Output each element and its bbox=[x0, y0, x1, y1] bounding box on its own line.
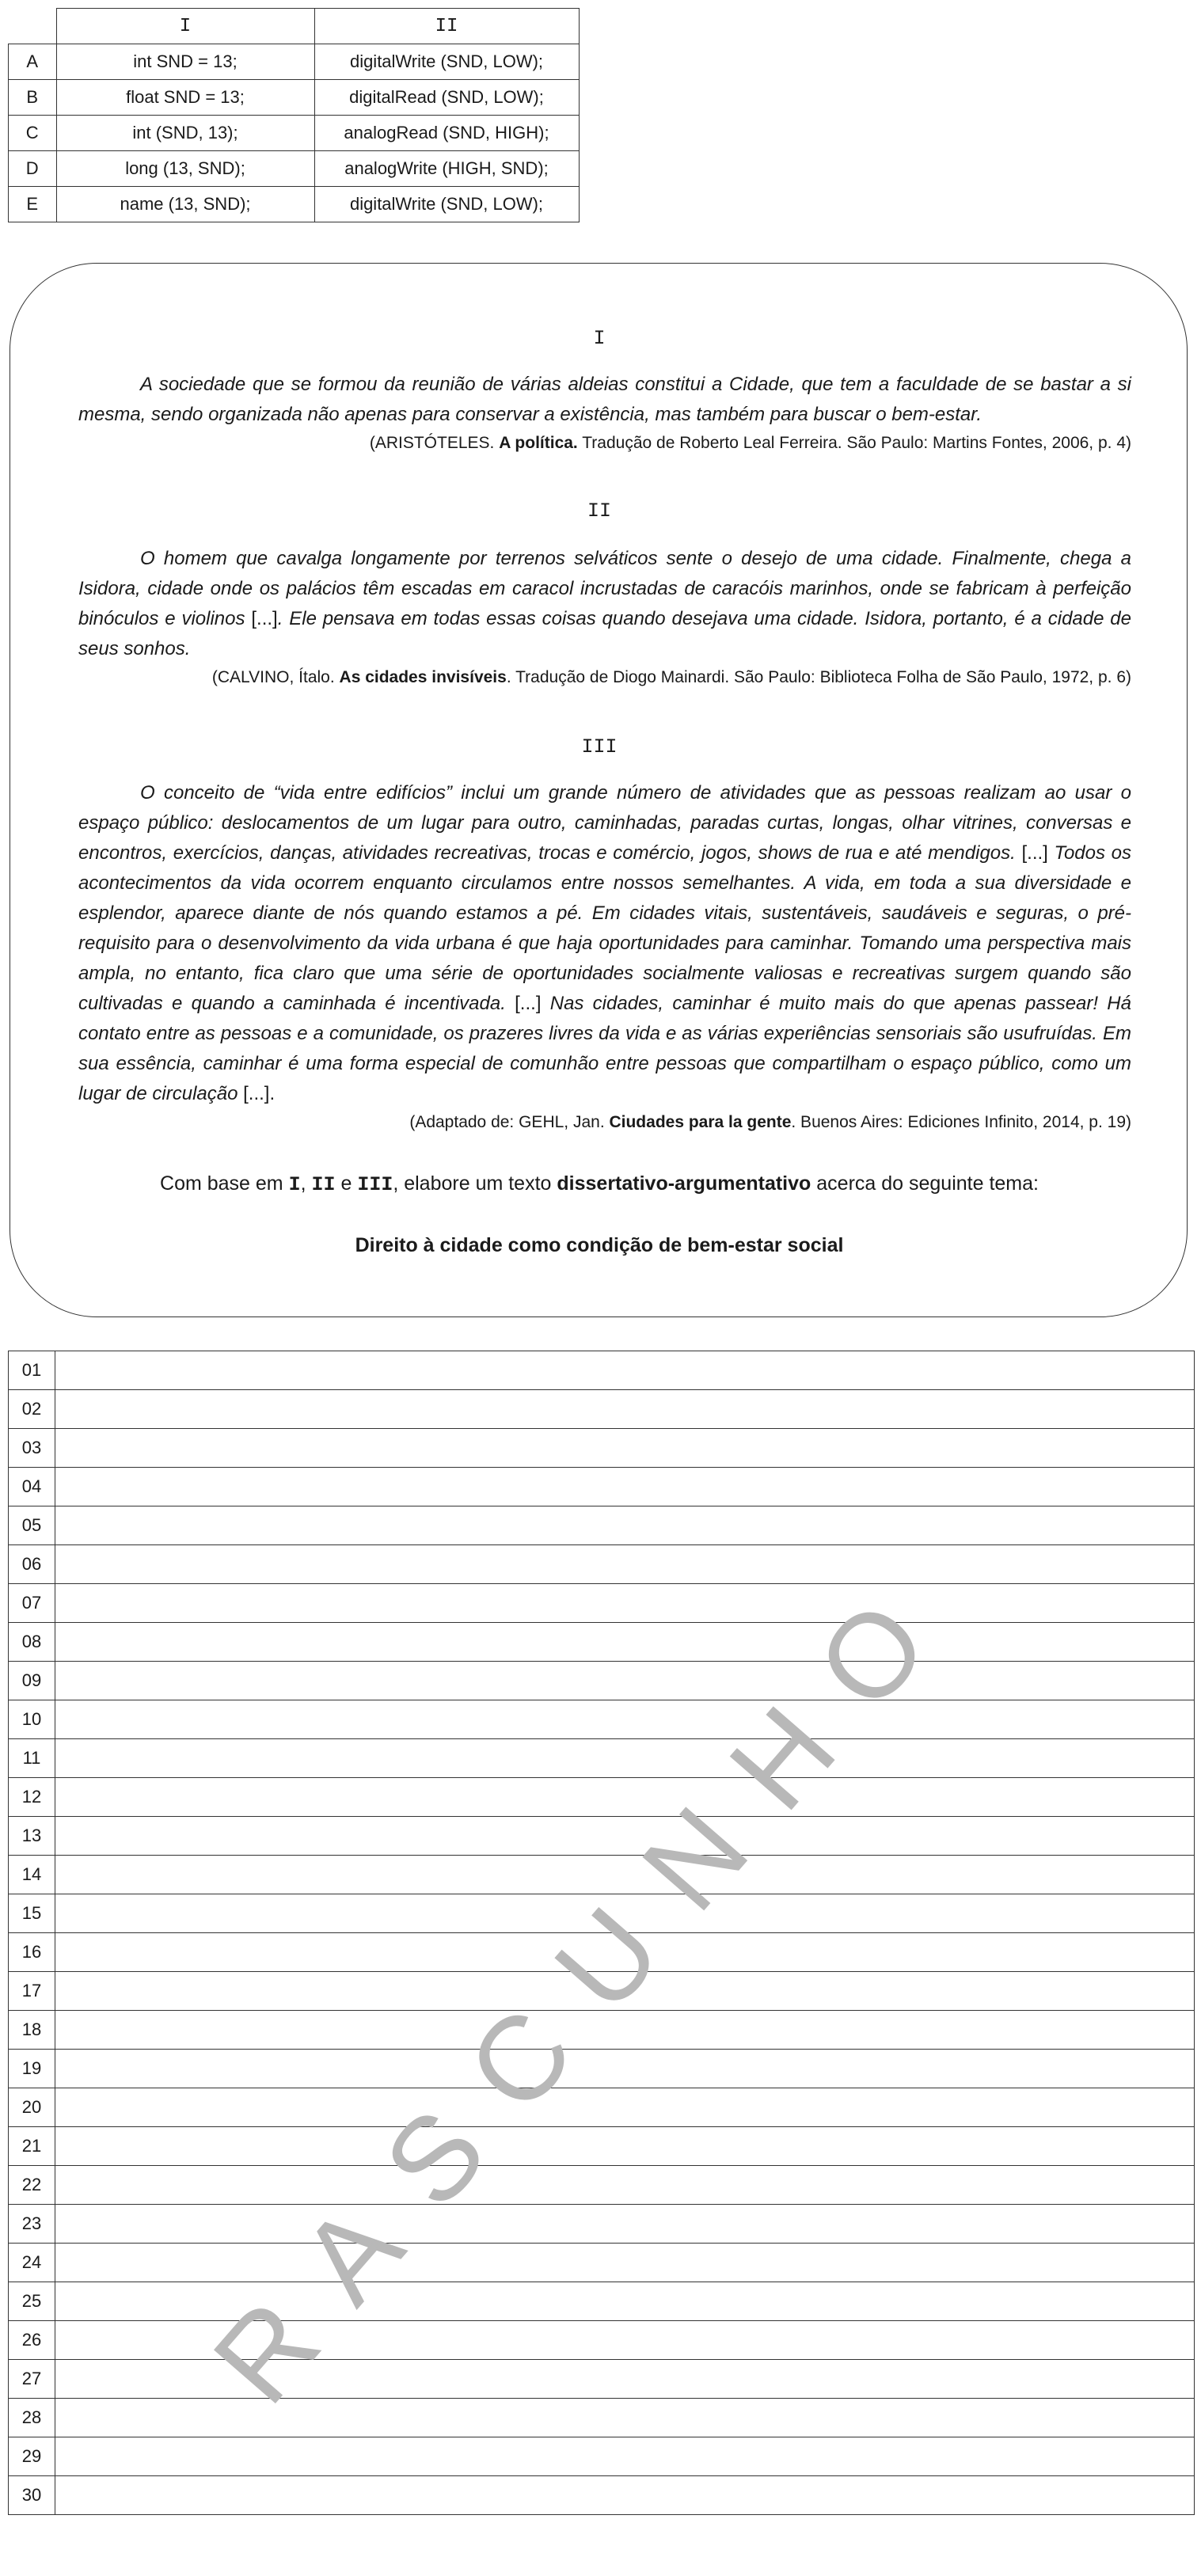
line-number: 06 bbox=[9, 1545, 55, 1584]
line-number: 16 bbox=[9, 1933, 55, 1972]
line-writing-area[interactable] bbox=[55, 2205, 1195, 2244]
line-writing-area[interactable] bbox=[55, 1545, 1195, 1584]
line-writing-area[interactable] bbox=[55, 2088, 1195, 2127]
line-number: 24 bbox=[9, 2244, 55, 2282]
line-number: 01 bbox=[9, 1351, 55, 1390]
draft-line bbox=[9, 1817, 1195, 1856]
draft-line bbox=[9, 1429, 1195, 1468]
line-number: 30 bbox=[9, 2476, 55, 2515]
line-writing-area[interactable] bbox=[55, 2321, 1195, 2360]
draft-line bbox=[9, 1700, 1195, 1739]
line-writing-area[interactable] bbox=[55, 1856, 1195, 1894]
header-blank bbox=[9, 9, 57, 44]
line-number: 18 bbox=[9, 2011, 55, 2050]
line-number: 27 bbox=[9, 2360, 55, 2399]
draft-line bbox=[9, 2282, 1195, 2321]
line-number: 07 bbox=[9, 1584, 55, 1623]
row-col-2: digitalRead (SND, LOW); bbox=[314, 80, 579, 116]
draft-line bbox=[9, 1662, 1195, 1700]
text-1-source: (ARISTÓTELES. A política. Tradução de Roberto Leal Ferreira. São Paulo: Martins Fontes, 2006, p. 4) bbox=[369, 434, 1131, 452]
row-col-1: int SND = 13; bbox=[56, 44, 314, 80]
row-letter: B bbox=[9, 80, 57, 116]
line-writing-area[interactable] bbox=[55, 1778, 1195, 1817]
draft-line bbox=[9, 2437, 1195, 2476]
row-col-1: int (SND, 13); bbox=[56, 116, 314, 151]
row-col-2: digitalWrite (SND, LOW); bbox=[314, 187, 579, 222]
options-table bbox=[8, 8, 580, 222]
draft-lines bbox=[8, 1351, 1195, 2515]
text-3-title: III bbox=[581, 735, 618, 758]
line-writing-area[interactable] bbox=[55, 2476, 1195, 2515]
options-table-header bbox=[9, 9, 580, 44]
draft-line bbox=[9, 1933, 1195, 1972]
line-number: 12 bbox=[9, 1778, 55, 1817]
line-number: 11 bbox=[9, 1739, 55, 1778]
header-col-2: II bbox=[314, 9, 579, 44]
draft-line bbox=[9, 1856, 1195, 1894]
line-writing-area[interactable] bbox=[55, 1700, 1195, 1739]
line-writing-area[interactable] bbox=[55, 1662, 1195, 1700]
draft-line bbox=[9, 2011, 1195, 2050]
text-3-quote: O conceito de “vida entre edifícios” inclui um grande número de atividades que as pessoas realizam ao usar o espaço público: deslocamentos de um lugar para outro, caminhadas, paradas curtas, longas, olhar vitrines, conversas e encontros, exercícios, danças, atividades recreativas, trocas e comércio, jogos, shows de rua e até mendigos. [...] Todos os acontecimentos da vida ocorrem enquanto circulamos entre nossos semelhantes. A vida, em toda a sua diversidade e esplendor, aparece diante de nós quando estamos a pé. Em cidades vitais, sustentáveis, saudáveis e seguras, o pré-requisito para o desenvolvimento da vida urbana é que haja oportunidades para caminhar. Tomando uma perspectiva mais ampla, no entanto, fica claro que uma série de oportunidades socialmente valiosas e recreativas surgem quando são cultivadas e quando a caminhada é incentivada. [...] Nas cidades, caminhar é muito mais do que apenas passear! Há contato entre as pessoas e a comunidade, os prazeres livres da vida e as várias experiências sensoriais são usufruídas. Em sua essência, caminhar é uma forma especial de comunhão entre pessoas que compartilham o espaço público, como um lugar de circulação [...]. bbox=[78, 782, 1131, 1104]
line-writing-area[interactable] bbox=[55, 1739, 1195, 1778]
row-col-1: float SND = 13; bbox=[56, 80, 314, 116]
essay-theme: Direito à cidade como condição de bem-estar social bbox=[355, 1234, 844, 1256]
watermark: RASCUNHO bbox=[188, 1541, 984, 2428]
draft-line bbox=[9, 1894, 1195, 1933]
draft-line bbox=[9, 1351, 1195, 1390]
line-writing-area[interactable] bbox=[55, 1817, 1195, 1856]
line-writing-area[interactable] bbox=[55, 2244, 1195, 2282]
draft-line bbox=[9, 2205, 1195, 2244]
line-number: 09 bbox=[9, 1662, 55, 1700]
row-col-1: name (13, SND); bbox=[56, 187, 314, 222]
line-writing-area[interactable] bbox=[55, 1390, 1195, 1429]
line-number: 14 bbox=[9, 1856, 55, 1894]
draft-line bbox=[9, 1739, 1195, 1778]
line-number: 04 bbox=[9, 1468, 55, 1506]
draft-line bbox=[9, 2166, 1195, 2205]
table-row bbox=[9, 80, 580, 116]
line-number: 26 bbox=[9, 2321, 55, 2360]
draft-line bbox=[9, 1778, 1195, 1817]
text-3 bbox=[78, 778, 1131, 1134]
draft-line bbox=[9, 2476, 1195, 2515]
line-number: 29 bbox=[9, 2437, 55, 2476]
line-writing-area[interactable] bbox=[55, 1972, 1195, 2011]
header-col-1: I bbox=[56, 9, 314, 44]
draft-line bbox=[9, 1506, 1195, 1545]
row-letter: E bbox=[9, 187, 57, 222]
line-number: 08 bbox=[9, 1623, 55, 1662]
line-writing-area[interactable] bbox=[55, 1894, 1195, 1933]
line-writing-area[interactable] bbox=[55, 1429, 1195, 1468]
text-2-quote: O homem que cavalga longamente por terrenos selváticos sente o desejo de uma cidade. Finalmente, chega a Isidora, cidade onde os palácios têm escadas em caracol incrustadas de caracóis marinhos, onde se fabricam à perfeição binóculos e violinos [...]. Ele pensava em todas essas coisas quando desejava uma cidade. Isidora, portanto, é a cidade de seus sonhos. bbox=[78, 548, 1132, 659]
line-writing-area[interactable] bbox=[55, 2360, 1195, 2399]
row-col-1: long (13, SND); bbox=[56, 151, 314, 187]
draft-line bbox=[9, 2360, 1195, 2399]
line-number: 13 bbox=[9, 1817, 55, 1856]
line-writing-area[interactable] bbox=[55, 1468, 1195, 1506]
text-3-source: (Adaptado de: GEHL, Jan. Ciudades para la gente. Buenos Aires: Ediciones Infinito, 2014, p. 19) bbox=[409, 1113, 1131, 1131]
row-letter: D bbox=[9, 151, 57, 187]
row-col-2: digitalWrite (SND, LOW); bbox=[314, 44, 579, 80]
line-writing-area[interactable] bbox=[55, 2282, 1195, 2321]
draft-line bbox=[9, 1972, 1195, 2011]
text-2-source: (CALVINO, Ítalo. As cidades invisíveis. Tradução de Diogo Mainardi. São Paulo: Biblioteca Folha de São Paulo, 1972, p. 6) bbox=[211, 668, 1131, 686]
line-number: 03 bbox=[9, 1429, 55, 1468]
line-writing-area[interactable] bbox=[55, 2127, 1195, 2166]
row-letter: A bbox=[9, 44, 57, 80]
draft-line bbox=[9, 1390, 1195, 1429]
line-writing-area[interactable] bbox=[55, 2166, 1195, 2205]
draft-line bbox=[9, 1584, 1195, 1623]
text-2 bbox=[78, 544, 1131, 690]
line-number: 28 bbox=[9, 2399, 55, 2437]
line-number: 23 bbox=[9, 2205, 55, 2244]
draft-line bbox=[9, 1468, 1195, 1506]
line-number: 19 bbox=[9, 2050, 55, 2088]
row-letter: C bbox=[9, 116, 57, 151]
line-writing-area[interactable] bbox=[55, 2050, 1195, 2088]
line-number: 17 bbox=[9, 1972, 55, 2011]
line-number: 05 bbox=[9, 1506, 55, 1545]
line-writing-area[interactable] bbox=[55, 1933, 1195, 1972]
table-row bbox=[9, 44, 580, 80]
line-writing-area[interactable] bbox=[55, 2399, 1195, 2437]
table-row bbox=[9, 151, 580, 187]
text-2-title: II bbox=[587, 500, 611, 522]
text-1 bbox=[78, 370, 1131, 455]
line-number: 10 bbox=[9, 1700, 55, 1739]
line-writing-area[interactable] bbox=[55, 1584, 1195, 1623]
line-number: 22 bbox=[9, 2166, 55, 2205]
draft-line bbox=[9, 1623, 1195, 1662]
row-col-2: analogRead (SND, HIGH); bbox=[314, 116, 579, 151]
text-1-title: I bbox=[593, 327, 606, 350]
line-writing-area[interactable] bbox=[55, 2437, 1195, 2476]
instruction: Com base em I, II e III, elabore um texto dissertativo-argumentativo acerca do seguinte tema: bbox=[160, 1172, 1039, 1196]
table-row bbox=[9, 187, 580, 222]
draft-line bbox=[9, 2050, 1195, 2088]
draft-line bbox=[9, 2321, 1195, 2360]
line-writing-area[interactable] bbox=[55, 1623, 1195, 1662]
table-row bbox=[9, 116, 580, 151]
line-number: 25 bbox=[9, 2282, 55, 2321]
line-number: 21 bbox=[9, 2127, 55, 2166]
line-number: 15 bbox=[9, 1894, 55, 1933]
line-number: 20 bbox=[9, 2088, 55, 2127]
line-writing-area[interactable] bbox=[55, 1351, 1195, 1390]
draft-line bbox=[9, 1545, 1195, 1584]
draft-line bbox=[9, 2088, 1195, 2127]
texts-box bbox=[10, 263, 1188, 1317]
line-number: 02 bbox=[9, 1390, 55, 1429]
text-1-quote: A sociedade que se formou da reunião de várias aldeias constitui a Cidade, que tem a faculdade de se bastar a si mesma, sendo organizada não apenas para conservar a existência, mas também para buscar o bem-estar. bbox=[78, 374, 1131, 425]
draft-line bbox=[9, 2244, 1195, 2282]
draft-line bbox=[9, 2399, 1195, 2437]
line-writing-area[interactable] bbox=[55, 2011, 1195, 2050]
row-col-2: analogWrite (HIGH, SND); bbox=[314, 151, 579, 187]
line-writing-area[interactable] bbox=[55, 1506, 1195, 1545]
draft-line bbox=[9, 2127, 1195, 2166]
